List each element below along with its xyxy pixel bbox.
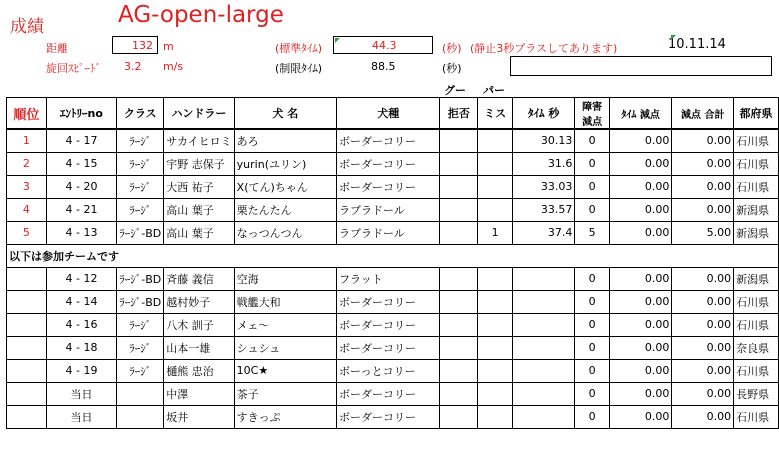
cell-dog-name: なっつんつん <box>234 221 336 244</box>
cell-time-penalty: 0.00 <box>609 359 672 382</box>
cell-time-penalty: 0.00 <box>609 267 672 290</box>
cell-miss <box>478 175 513 198</box>
cell-rank <box>7 290 47 313</box>
cell-entry-no: 4 - 19 <box>46 359 116 382</box>
cell-obstacle-penalty: 0 <box>575 359 610 382</box>
cell-rank <box>7 267 47 290</box>
cell-class: ﾗｰｼﾞ <box>117 336 164 359</box>
distance-label: 距離 <box>46 42 68 55</box>
cell-time: 37.4 <box>513 221 575 244</box>
cell-breed: ボーダーコリー <box>337 382 440 405</box>
table-row <box>7 382 779 405</box>
cell-handler: 越村妙子 <box>164 290 234 313</box>
cell-handler: 八木 訓子 <box>164 313 234 336</box>
cell-refusal <box>440 198 478 221</box>
cell-rank: 2 <box>7 152 47 175</box>
cell-time <box>513 313 575 336</box>
column-header-time: ﾀｲﾑ 秒 <box>513 98 575 130</box>
cell-dog-name: X(てん)ちゃん <box>234 175 336 198</box>
cell-refusal <box>440 129 478 152</box>
cell-rank <box>7 359 47 382</box>
table-row <box>7 336 779 359</box>
cell-miss: 1 <box>478 221 513 244</box>
cell-handler: 斉藤 義信 <box>164 267 234 290</box>
cell-obstacle-penalty: 0 <box>575 175 610 198</box>
cell-dog-name: yurin(ユリン) <box>234 152 336 175</box>
table-row <box>7 313 779 336</box>
cell-time-penalty: 0.00 <box>609 290 672 313</box>
cell-handler: 大西 祐子 <box>164 175 234 198</box>
section-title: 成績 <box>10 17 44 37</box>
cell-miss <box>478 152 513 175</box>
cell-total-penalty: 0.00 <box>672 382 734 405</box>
cell-prefecture: 石川県 <box>734 405 779 428</box>
cell-time <box>513 382 575 405</box>
cell-prefecture: 石川県 <box>734 152 779 175</box>
distance-box <box>112 36 158 54</box>
notes-input-box[interactable] <box>510 56 772 76</box>
cell-breed: ボーダーコリー <box>337 152 440 175</box>
column-header-refusal: 拒否 <box>440 98 478 130</box>
column-header-rank: 順位 <box>7 98 47 130</box>
cell-time-penalty: 0.00 <box>609 198 672 221</box>
cell-refusal <box>440 359 478 382</box>
cell-rank: 3 <box>7 175 47 198</box>
speed-unit: m/s <box>163 60 184 73</box>
table-row <box>7 129 779 152</box>
cell-prefecture: 新潟県 <box>734 221 779 244</box>
column-header-time-penalty: ﾀｲﾑ 減点 <box>609 98 672 130</box>
cell-prefecture: 長野県 <box>734 382 779 405</box>
column-header-breed: 犬種 <box>337 98 440 130</box>
cell-prefecture: 石川県 <box>734 175 779 198</box>
cell-dog-name: 10C★ <box>234 359 336 382</box>
cell-refusal <box>440 313 478 336</box>
cell-obstacle-penalty: 0 <box>575 336 610 359</box>
cell-rank <box>7 313 47 336</box>
cell-breed: ボーダーコリー <box>337 290 440 313</box>
table-header-row <box>7 98 779 130</box>
cell-prefecture: 石川県 <box>734 359 779 382</box>
cell-total-penalty: 0.00 <box>672 129 734 152</box>
course-title: AG-open-large <box>118 2 284 28</box>
cell-miss <box>478 313 513 336</box>
cell-rank: 1 <box>7 129 47 152</box>
cell-prefecture: 石川県 <box>734 129 779 152</box>
cell-rank <box>7 336 47 359</box>
cell-refusal <box>440 152 478 175</box>
cell-obstacle-penalty: 0 <box>575 198 610 221</box>
cell-class: ﾗｰｼﾞ <box>117 198 164 221</box>
cell-class: ﾗｰｼﾞ-BD <box>117 290 164 313</box>
cell-handler: 宇野 志保子 <box>164 152 234 175</box>
table-row <box>7 290 779 313</box>
cell-breed: ボーダーコリー <box>337 175 440 198</box>
std-time-note: (静止3秒プラスしてあります) <box>470 42 618 55</box>
table-row <box>7 267 779 290</box>
cell-rank: 4 <box>7 198 47 221</box>
distance-value: 132 <box>132 39 153 52</box>
cell-entry-no: 4 - 18 <box>46 336 116 359</box>
cell-total-penalty: 5.00 <box>672 221 734 244</box>
cell-refusal <box>440 405 478 428</box>
cell-miss <box>478 198 513 221</box>
cell-rank: 5 <box>7 221 47 244</box>
column-header-entry-no: ｴﾝﾄﾘｰno <box>46 98 116 130</box>
cell-dog-name: すきっぷ <box>234 405 336 428</box>
cell-refusal <box>440 221 478 244</box>
table-row <box>7 152 779 175</box>
participants-separator-label: 以下は参加チームです <box>7 244 779 267</box>
cell-breed: ボーダーコリー <box>337 313 440 336</box>
cell-class: ﾗｰｼﾞ <box>117 129 164 152</box>
cell-total-penalty: 0.00 <box>672 405 734 428</box>
cell-class: ﾗｰｼﾞ-BD <box>117 267 164 290</box>
cell-prefecture: 新潟県 <box>734 198 779 221</box>
date-label: 10.11.14 <box>668 37 726 52</box>
cell-time-penalty: 0.00 <box>609 152 672 175</box>
cell-total-penalty: 0.00 <box>672 359 734 382</box>
cell-time <box>513 290 575 313</box>
cell-time-penalty: 0.00 <box>609 175 672 198</box>
cell-marker-icon <box>671 35 676 40</box>
cell-entry-no: 当日 <box>46 382 116 405</box>
table-row <box>7 175 779 198</box>
cell-prefecture: 奈良県 <box>734 336 779 359</box>
cell-dog-name: メェ～ <box>234 313 336 336</box>
cell-time-penalty: 0.00 <box>609 313 672 336</box>
cell-time-penalty: 0.00 <box>609 129 672 152</box>
column-header-dog-name: 犬 名 <box>234 98 336 130</box>
cell-entry-no: 4 - 12 <box>46 267 116 290</box>
cell-total-penalty: 0.00 <box>672 313 734 336</box>
cell-class: ﾗｰｼﾞ-BD <box>117 221 164 244</box>
column-header-prefecture: 都府県 <box>734 98 779 130</box>
cell-prefecture: 石川県 <box>734 313 779 336</box>
cell-handler: 樋熊 忠治 <box>164 359 234 382</box>
cell-handler: 中澤 <box>164 382 234 405</box>
cell-dog-name: あろ <box>234 129 336 152</box>
cell-rank <box>7 405 47 428</box>
column-header-total-penalty: 減点 合計 <box>672 98 734 130</box>
cell-miss <box>478 382 513 405</box>
cell-miss <box>478 405 513 428</box>
table-row <box>7 198 779 221</box>
cell-obstacle-penalty: 0 <box>575 405 610 428</box>
cell-total-penalty: 0.00 <box>672 175 734 198</box>
cell-time: 31.6 <box>513 152 575 175</box>
cell-breed: ラブラドール <box>337 221 440 244</box>
cell-breed: ボーダーコリー <box>337 129 440 152</box>
cell-time-penalty: 0.00 <box>609 336 672 359</box>
cell-obstacle-penalty: 0 <box>575 129 610 152</box>
cell-obstacle-penalty: 0 <box>575 290 610 313</box>
table-row <box>7 359 779 382</box>
group-label-p: パー <box>483 84 505 97</box>
cell-entry-no: 4 - 15 <box>46 152 116 175</box>
cell-handler: 高山 葉子 <box>164 221 234 244</box>
cell-time-penalty: 0.00 <box>609 382 672 405</box>
cell-time <box>513 405 575 428</box>
table-row <box>7 405 779 428</box>
cell-entry-no: 4 - 13 <box>46 221 116 244</box>
column-header-handler: ハンドラー <box>164 98 234 130</box>
cell-breed: フラット <box>337 267 440 290</box>
cell-breed: ボーっとコリー <box>337 359 440 382</box>
cell-miss <box>478 290 513 313</box>
cell-dog-name: 栗たんたん <box>234 198 336 221</box>
cell-time: 33.57 <box>513 198 575 221</box>
cell-obstacle-penalty: 0 <box>575 313 610 336</box>
cell-entry-no: 4 - 17 <box>46 129 116 152</box>
std-time-value: 44.3 <box>372 39 397 52</box>
cell-time <box>513 336 575 359</box>
cell-breed: ボーダーコリー <box>337 405 440 428</box>
cell-miss <box>478 359 513 382</box>
limit-time-label: (制限ﾀｲﾑ) <box>275 62 323 75</box>
column-header-class: クラス <box>117 98 164 130</box>
cell-time <box>513 359 575 382</box>
cell-entry-no: 4 - 20 <box>46 175 116 198</box>
cell-class: ﾗｰｼﾞ <box>117 359 164 382</box>
cell-miss <box>478 267 513 290</box>
cell-entry-no: 4 - 14 <box>46 290 116 313</box>
cell-class: ﾗｰｼﾞ <box>117 152 164 175</box>
cell-class: ﾗｰｼﾞ <box>117 313 164 336</box>
cell-class: ﾗｰｼﾞ <box>117 175 164 198</box>
participants-separator-row <box>7 244 779 267</box>
cell-obstacle-penalty: 5 <box>575 221 610 244</box>
cell-entry-no: 当日 <box>46 405 116 428</box>
cell-marker-icon <box>335 38 340 43</box>
cell-entry-no: 4 - 21 <box>46 198 116 221</box>
cell-class <box>117 405 164 428</box>
cell-time-penalty: 0.00 <box>609 221 672 244</box>
column-header-miss: ミス <box>478 98 513 130</box>
limit-time-unit: (秒) <box>442 62 462 75</box>
cell-total-penalty: 0.00 <box>672 267 734 290</box>
cell-refusal <box>440 175 478 198</box>
cell-handler: 山本一雄 <box>164 336 234 359</box>
cell-total-penalty: 0.00 <box>672 198 734 221</box>
std-time-label: (標準ﾀｲﾑ) <box>275 42 323 55</box>
cell-breed: ボーダーコリー <box>337 336 440 359</box>
cell-breed: ラブラドール <box>337 198 440 221</box>
cell-refusal <box>440 336 478 359</box>
cell-obstacle-penalty: 0 <box>575 382 610 405</box>
cell-time-penalty: 0.00 <box>609 405 672 428</box>
cell-total-penalty: 0.00 <box>672 336 734 359</box>
distance-unit: m <box>163 40 174 53</box>
cell-total-penalty: 0.00 <box>672 290 734 313</box>
results-table <box>6 97 779 429</box>
speed-value: 3.2 <box>124 60 142 73</box>
cell-prefecture: 石川県 <box>734 290 779 313</box>
cell-total-penalty: 0.00 <box>672 152 734 175</box>
cell-time <box>513 267 575 290</box>
cell-obstacle-penalty: 0 <box>575 267 610 290</box>
cell-refusal <box>440 267 478 290</box>
column-header-obstacle-penalty: 障害 減点 <box>575 98 610 130</box>
cell-obstacle-penalty: 0 <box>575 152 610 175</box>
limit-time-value: 88.5 <box>371 60 396 73</box>
cell-miss <box>478 129 513 152</box>
group-label-g: グー <box>444 84 466 97</box>
std-time-box <box>333 36 433 54</box>
cell-prefecture: 新潟県 <box>734 267 779 290</box>
cell-miss <box>478 336 513 359</box>
cell-entry-no: 4 - 16 <box>46 313 116 336</box>
cell-dog-name: 戦艦大和 <box>234 290 336 313</box>
cell-time: 33.03 <box>513 175 575 198</box>
cell-dog-name: 茶子 <box>234 382 336 405</box>
cell-rank <box>7 382 47 405</box>
cell-handler: サカイヒロミ <box>164 129 234 152</box>
cell-dog-name: 空海 <box>234 267 336 290</box>
std-time-unit: (秒) <box>442 42 462 55</box>
cell-class <box>117 382 164 405</box>
table-row <box>7 221 779 244</box>
cell-handler: 坂井 <box>164 405 234 428</box>
cell-handler: 高山 葉子 <box>164 198 234 221</box>
speed-label: 旋回ｽﾋﾟｰﾄﾞ <box>46 62 101 75</box>
cell-time: 30.13 <box>513 129 575 152</box>
cell-refusal <box>440 290 478 313</box>
cell-dog-name: シュシュ <box>234 336 336 359</box>
cell-refusal <box>440 382 478 405</box>
